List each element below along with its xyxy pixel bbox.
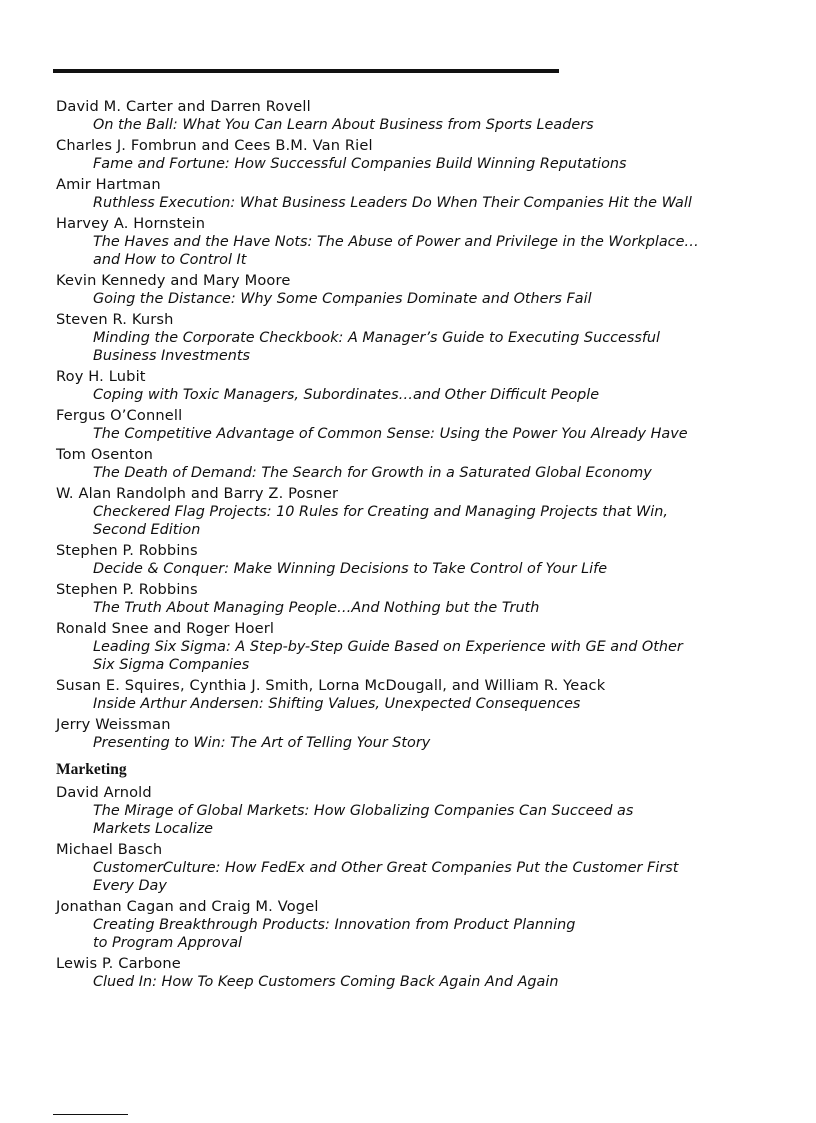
book-list <box>56 98 776 994</box>
book-title <box>56 155 776 173</box>
book-author: Jonathan Cagan and Craig M. Vogel <box>56 898 319 915</box>
book-title-line: The Death of Demand: The Search for Growth in a Saturated Global Economy <box>93 465 652 481</box>
book-entry <box>56 581 776 617</box>
book-author: Fergus O’Connell <box>56 407 183 424</box>
book-list-marketing <box>56 784 776 991</box>
book-title <box>56 599 776 617</box>
book-entry <box>56 784 776 838</box>
book-title-line: The Mirage of Global Markets: How Globalizing Companies Can Succeed as <box>93 803 634 819</box>
top-rule <box>53 69 559 73</box>
book-author: David M. Carter and Darren Rovell <box>56 98 311 115</box>
book-entry <box>56 98 776 134</box>
book-title <box>56 194 776 212</box>
book-title-line: Coping with Toxic Managers, Subordinates…and Other Difficult People <box>93 387 600 403</box>
book-title <box>56 464 776 482</box>
book-title <box>56 233 776 269</box>
book-title-line: The Competitive Advantage of Common Sense: Using the Power You Already Have <box>93 426 688 442</box>
book-title-line: Every Day <box>93 878 167 894</box>
book-title <box>56 638 776 674</box>
book-title-line: Minding the Corporate Checkbook: A Manager’s Guide to Executing Successful <box>93 330 661 346</box>
book-author: Lewis P. Carbone <box>56 955 181 972</box>
book-author: Jerry Weissman <box>56 716 171 733</box>
book-entry <box>56 898 776 952</box>
book-author: Steven R. Kursh <box>56 311 174 328</box>
book-author: David Arnold <box>56 784 152 801</box>
book-title <box>56 425 776 443</box>
book-entry <box>56 176 776 212</box>
book-title-line: On the Ball: What You Can Learn About Business from Sports Leaders <box>93 117 594 133</box>
book-title <box>56 734 776 752</box>
book-title-line: Ruthless Execution: What Business Leaders Do When Their Companies Hit the Wall <box>93 195 692 211</box>
book-title <box>56 973 776 991</box>
book-title <box>56 386 776 404</box>
book-entry <box>56 841 776 895</box>
book-author: Michael Basch <box>56 841 163 858</box>
book-title-line: Presenting to Win: The Art of Telling Your Story <box>93 735 431 751</box>
book-title-line: Checkered Flag Projects: 10 Rules for Creating and Managing Projects that Win, <box>93 504 668 520</box>
book-entry <box>56 137 776 173</box>
book-author: Tom Osenton <box>56 446 154 463</box>
book-title <box>56 560 776 578</box>
book-title-line: to Program Approval <box>93 935 243 951</box>
book-entry <box>56 215 776 269</box>
book-title <box>56 329 776 365</box>
book-author: Susan E. Squires, Cynthia J. Smith, Lorna McDougall, and William R. Yeack <box>56 677 606 694</box>
book-title-line: and How to Control It <box>93 252 247 268</box>
book-author: Amir Hartman <box>56 176 161 193</box>
book-entry <box>56 311 776 365</box>
book-title-line: Fame and Fortune: How Successful Companies Build Winning Reputations <box>93 156 627 172</box>
book-author: Stephen P. Robbins <box>56 542 198 559</box>
book-author: Charles J. Fombrun and Cees B.M. Van Riel <box>56 137 373 154</box>
book-title <box>56 290 776 308</box>
section-heading-marketing: Marketing <box>56 761 127 778</box>
book-title-line: The Truth About Managing People…And Nothing but the Truth <box>93 600 540 616</box>
bottom-rule <box>53 1114 128 1115</box>
book-entry <box>56 955 776 991</box>
book-entry <box>56 716 776 752</box>
book-title-line: Six Sigma Companies <box>93 657 250 673</box>
book-entry <box>56 368 776 404</box>
book-title-line: Second Edition <box>93 522 201 538</box>
book-title <box>56 116 776 134</box>
book-author: Roy H. Lubit <box>56 368 146 385</box>
book-entry <box>56 446 776 482</box>
book-title-line: Decide & Conquer: Make Winning Decisions to Take Control of Your Life <box>93 561 608 577</box>
book-author: W. Alan Randolph and Barry Z. Posner <box>56 485 339 502</box>
book-title <box>56 916 776 952</box>
book-entry <box>56 407 776 443</box>
book-title-line: Going the Distance: Why Some Companies Dominate and Others Fail <box>93 291 592 307</box>
book-title-line: Creating Breakthrough Products: Innovation from Product Planning <box>93 917 576 933</box>
book-author: Ronald Snee and Roger Hoerl <box>56 620 275 637</box>
book-title-line: Clued In: How To Keep Customers Coming Back Again And Again <box>93 974 559 990</box>
book-author: Harvey A. Hornstein <box>56 215 206 232</box>
book-title <box>56 503 776 539</box>
book-title-line: The Haves and the Have Nots: The Abuse of Power and Privilege in the Workplace… <box>93 234 699 250</box>
book-entry <box>56 542 776 578</box>
book-title <box>56 802 776 838</box>
book-title-line: CustomerCulture: How FedEx and Other Great Companies Put the Customer First <box>93 860 679 876</box>
book-title <box>56 859 776 895</box>
book-title-line: Leading Six Sigma: A Step-by-Step Guide Based on Experience with GE and Other <box>93 639 683 655</box>
book-entry <box>56 620 776 674</box>
book-entry <box>56 272 776 308</box>
book-entry <box>56 677 776 713</box>
book-entry <box>56 485 776 539</box>
book-author: Stephen P. Robbins <box>56 581 198 598</box>
book-title-line: Markets Localize <box>93 821 214 837</box>
book-title-line: Business Investments <box>93 348 251 364</box>
book-list-top <box>56 98 776 752</box>
book-author: Kevin Kennedy and Mary Moore <box>56 272 291 289</box>
book-title <box>56 695 776 713</box>
book-title-line: Inside Arthur Andersen: Shifting Values, Unexpected Consequences <box>93 696 581 712</box>
